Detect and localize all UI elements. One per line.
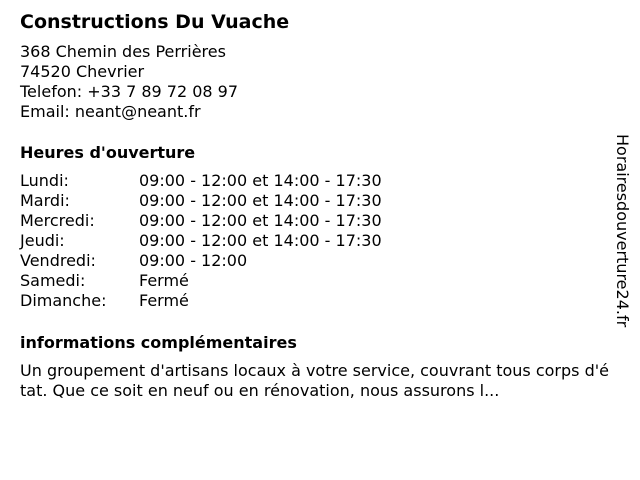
day-label: Dimanche: [20, 291, 107, 310]
day-hours: 09:00 - 12:00 et 14:00 - 17:30 [139, 191, 382, 210]
day-hours: 09:00 - 12:00 et 14:00 - 17:30 [139, 231, 382, 250]
business-name: Constructions Du Vuache [20, 11, 290, 33]
day-hours: Fermé [139, 271, 189, 290]
hours-row-thursday [20, 231, 610, 251]
phone-number: Telefon: +33 7 89 72 08 97 [20, 82, 239, 101]
hours-row-saturday [20, 271, 610, 291]
hours-row-tuesday [20, 191, 610, 211]
day-label: Vendredi: [20, 251, 96, 270]
additional-info-heading: informations complémentaires [20, 333, 297, 352]
opening-hours-heading: Heures d'ouverture [20, 143, 196, 162]
day-hours: 09:00 - 12:00 [139, 251, 248, 270]
day-label: Jeudi: [20, 231, 65, 250]
hours-row-monday [20, 171, 610, 191]
hours-row-wednesday [20, 211, 610, 231]
hours-row-sunday [20, 291, 610, 311]
business-card [20, 10, 610, 401]
day-label: Lundi: [20, 171, 69, 190]
email-address: Email: neant@neant.fr [20, 102, 201, 121]
day-label: Samedi: [20, 271, 86, 290]
day-label: Mardi: [20, 191, 70, 210]
address-street: 368 Chemin des Perrières [20, 42, 226, 61]
hours-row-friday [20, 251, 610, 271]
day-label: Mercredi: [20, 211, 95, 230]
day-hours: Fermé [139, 291, 189, 310]
day-hours: 09:00 - 12:00 et 14:00 - 17:30 [139, 171, 382, 190]
day-hours: 09:00 - 12:00 et 14:00 - 17:30 [139, 211, 382, 230]
site-watermark: Horairesdouverture24.fr [613, 134, 632, 328]
additional-info-text: Un groupement d'artisans locaux à votre service, couvrant tous corps d'état. Que ce soit en neuf ou en rénovation, nous assurons l... [20, 361, 609, 400]
contact-block [20, 42, 610, 122]
address-city: 74520 Chevrier [20, 62, 145, 81]
opening-hours-table [20, 171, 610, 311]
